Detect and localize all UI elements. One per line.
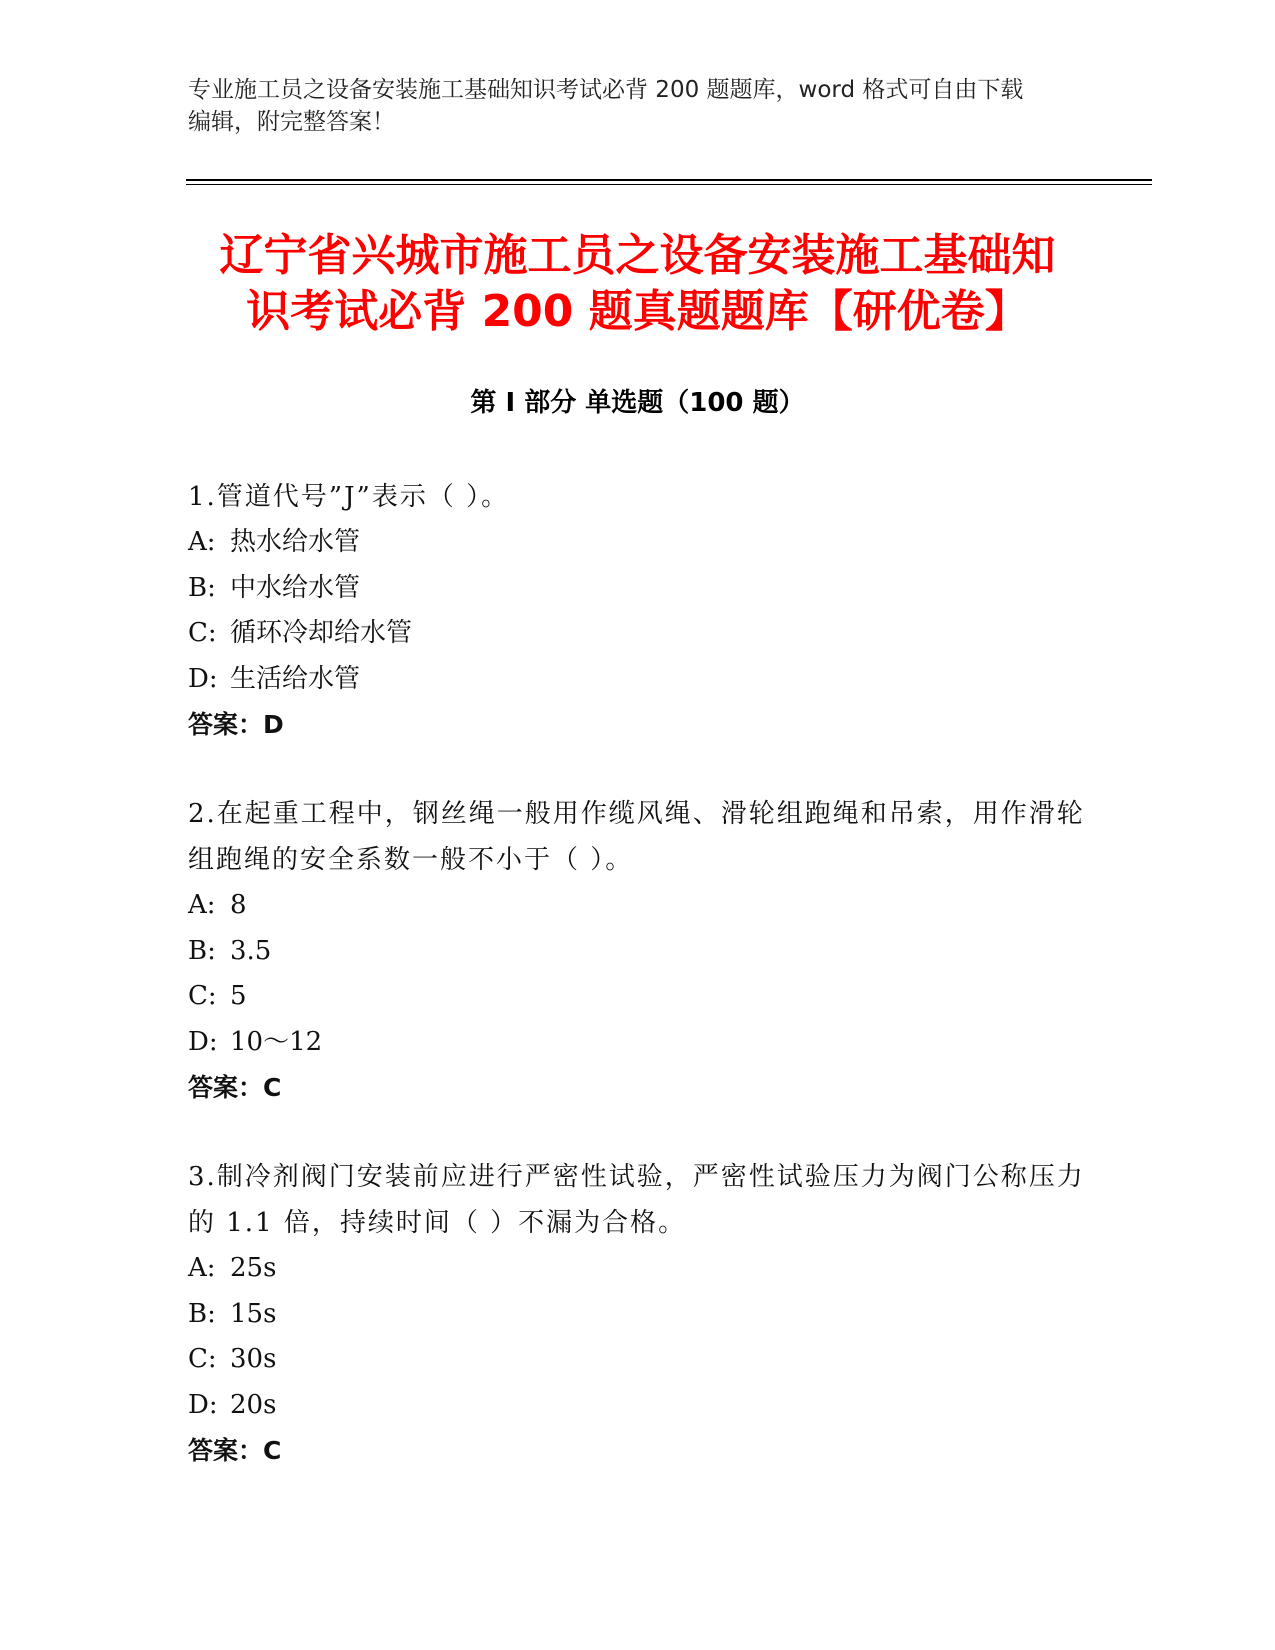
question-stem: 1.管道代号”J”表示（ ）。 (188, 482, 510, 512)
option-c (188, 974, 1088, 1020)
option-text: 5 (230, 981, 247, 1011)
option-text: 8 (230, 890, 247, 920)
option-text: 3.5 (230, 935, 272, 966)
option-a (188, 883, 1088, 929)
option-c (188, 1337, 1088, 1383)
option-text: 25s (230, 1253, 277, 1283)
option-letter: D: (188, 663, 218, 694)
option-letter: B: (188, 935, 216, 966)
answer: 答案：C (188, 1436, 282, 1465)
option-letter: B: (188, 1298, 216, 1329)
option-letter: C: (188, 618, 217, 648)
option-letter: D: (188, 1389, 218, 1420)
header-note (188, 74, 1088, 138)
option-text: 循环冷却给水管 (230, 618, 413, 648)
option-letter: D: (188, 1026, 218, 1057)
option-d (188, 1383, 1088, 1429)
option-letter: A: (188, 1253, 216, 1283)
page-title-line1: 辽宁省兴城市施工员之设备安装施工基础知 (219, 230, 1056, 281)
page-title (160, 228, 1115, 340)
option-letter: C: (188, 1344, 217, 1374)
question-stem: 3.制冷剂阀门安装前应进行严密性试验，严密性试验压力为阀门公称压力的 1.1 倍，持续时间（ ）不漏为合格。 (188, 1162, 1085, 1238)
option-b (188, 1292, 1088, 1338)
header-note-line2: 编辑，附完整答案！ (188, 109, 395, 135)
option-a (188, 520, 1088, 566)
option-text: 15s (230, 1298, 277, 1329)
option-text: 热水给水管 (230, 527, 361, 557)
question-3 (188, 1154, 1088, 1473)
page-title-line2: 识考试必背 200 题真题题库【研优卷】 (246, 286, 1029, 337)
option-text: 30s (230, 1344, 277, 1374)
option-text: 20s (230, 1389, 277, 1420)
option-d (188, 657, 1088, 703)
header-divider-thin (186, 184, 1152, 185)
option-c (188, 611, 1088, 657)
question-2 (188, 791, 1088, 1110)
option-text: 生活给水管 (230, 663, 361, 694)
option-text: 中水给水管 (230, 572, 361, 603)
option-b (188, 566, 1088, 612)
option-text: 10～12 (230, 1026, 323, 1057)
header-divider-thick (186, 179, 1152, 181)
option-a (188, 1246, 1088, 1292)
answer: 答案：C (188, 1073, 282, 1102)
option-letter: B: (188, 572, 216, 603)
option-letter: A: (188, 527, 216, 557)
answer: 答案：D (188, 710, 284, 739)
option-b (188, 929, 1088, 975)
option-letter: C: (188, 981, 217, 1011)
option-d (188, 1020, 1088, 1066)
question-1 (188, 474, 1088, 747)
question-list (188, 474, 1088, 1517)
header-note-line1: 专业施工员之设备安装施工基础知识考试必背 200 题题库，word 格式可自由下载 (188, 77, 1024, 103)
option-letter: A: (188, 890, 216, 920)
question-stem: 2.在起重工程中，钢丝绳一般用作缆风绳、滑轮组跑绳和吊索，用作滑轮组跑绳的安全系数一般不小于（ ）。 (188, 799, 1085, 875)
section-heading: 第 I 部分 单选题（100 题） (470, 388, 805, 418)
